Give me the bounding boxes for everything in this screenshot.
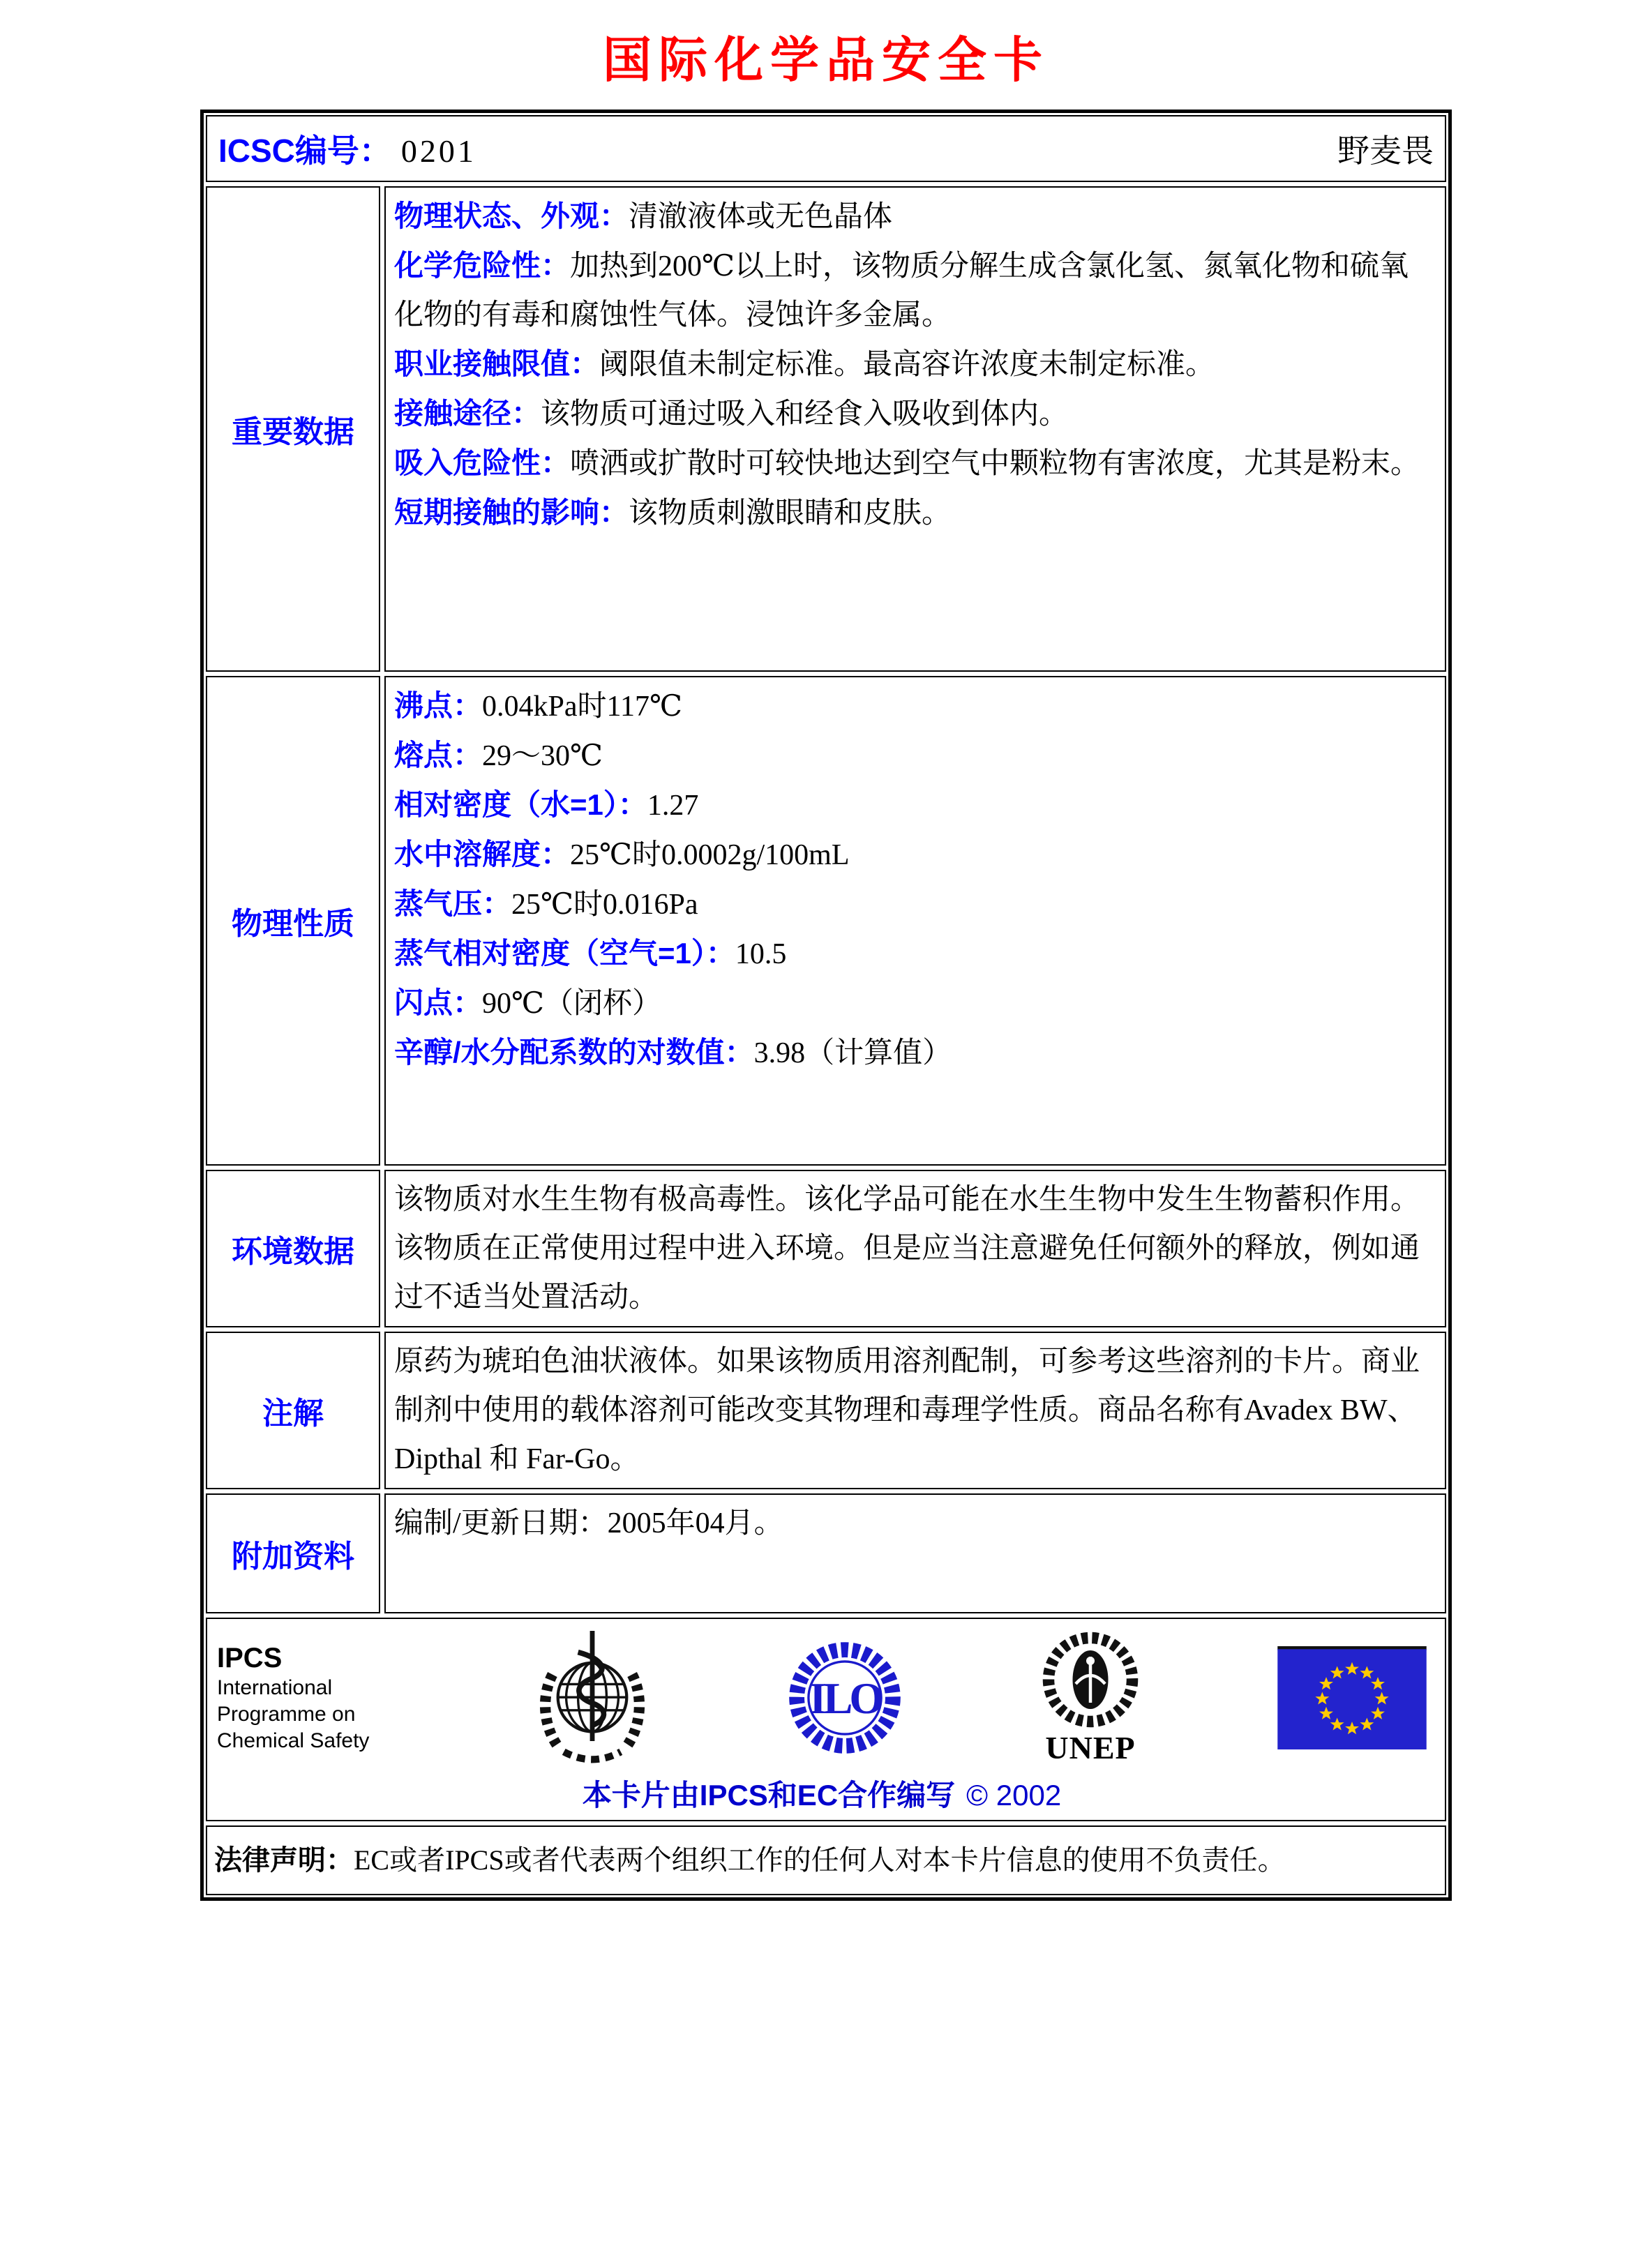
section-content-important	[384, 186, 1446, 672]
svg-text:ILO: ILO	[809, 1673, 880, 1723]
field-inhalation-risk: 吸入危险性：喷洒或扩散时可较快地达到空气中颗粒物有害浓度，尤其是粉末。	[394, 446, 1420, 480]
ipcs-acronym: IPCS	[217, 1643, 283, 1673]
field-flash-point: 闪点：90℃（闭杯）	[394, 986, 661, 1020]
field-short-term-exposure-effects: 短期接触的影响：该物质刺激眼睛和皮肤。	[394, 496, 952, 529]
field-exposure-routes: 接触途径：该物质可通过吸入和经食入吸收到体内。	[394, 397, 1069, 430]
credit-line	[217, 1772, 1427, 1814]
logos-row	[206, 1618, 1446, 1821]
ilo-logo-icon	[786, 1639, 903, 1756]
field-physical-state-appearance: 物理状态、外观：清澈液体或无色晶体	[394, 199, 893, 233]
field-chemical-hazard: 化学危险性：加热到200℃以上时，该物质分解生成含氯化氢、氮氧化物和硫氧化物的有毒和腐蚀性气体。浸蚀许多金属。	[394, 249, 1409, 331]
credit-text: 本卡片由IPCS和EC合作编写	[582, 1779, 956, 1812]
field-relative-density: 相对密度（水=1）：1.27	[394, 788, 699, 822]
additional-text: 编制/更新日期：2005年04月。	[394, 1507, 783, 1539]
section-row-notes	[206, 1332, 1446, 1489]
who-logo-icon	[533, 1626, 652, 1770]
header-cell	[206, 115, 1446, 182]
eu-flag-icon	[1277, 1646, 1427, 1749]
header-row	[206, 115, 1446, 182]
copyright-text: © 2002	[966, 1779, 1062, 1812]
field-vapor-relative-density: 蒸气相对密度（空气=1）：10.5	[394, 937, 787, 970]
chemical-name: 野麦畏	[1337, 133, 1434, 169]
legal-cell	[206, 1825, 1446, 1895]
section-content-additional	[384, 1493, 1446, 1613]
field-vapor-pressure: 蒸气压：25℃时0.016Pa	[394, 887, 698, 921]
ipcs-text-block	[217, 1641, 398, 1754]
icsc-card-table	[200, 110, 1452, 1901]
section-label-environment: 环境数据	[206, 1170, 380, 1327]
legal-text: EC或者IPCS或者代表两个组织工作的任何人对本卡片信息的使用不负责任。	[354, 1844, 1286, 1876]
ipcs-line-1: International	[217, 1676, 333, 1699]
section-content-physical	[384, 676, 1446, 1166]
field-occupational-exposure-limits: 职业接触限值：阈限值未制定标准。最高容许浓度未制定标准。	[394, 347, 1215, 381]
section-content-environment	[384, 1170, 1446, 1327]
section-row-physical	[206, 676, 1446, 1166]
section-label-important: 重要数据	[206, 186, 380, 672]
field-boiling-point: 沸点：0.04kPa时117℃	[394, 689, 682, 723]
logos-cell	[206, 1618, 1446, 1821]
ipcs-line-3: Chemical Safety	[217, 1729, 370, 1752]
legal-label: 法律声明：	[214, 1845, 354, 1876]
icsc-number-value: 0201	[400, 133, 476, 169]
field-octanol-water-partition: 辛醇/水分配系数的对数值：3.98（计算值）	[394, 1036, 952, 1069]
icsc-number-label: ICSC编号：	[218, 133, 391, 169]
icsc-number	[218, 126, 476, 172]
field-water-solubility: 水中溶解度：25℃时0.0002g/100mL	[394, 838, 850, 871]
section-content-notes	[384, 1332, 1446, 1489]
section-row-important	[206, 186, 1446, 672]
page-title: 国际化学品安全卡	[603, 33, 1049, 87]
legal-row	[206, 1825, 1446, 1895]
logos-strip	[217, 1626, 1427, 1770]
unep-caption: UNEP	[1045, 1730, 1136, 1765]
section-label-notes: 注解	[206, 1332, 380, 1489]
unep-logo-icon	[1038, 1632, 1143, 1764]
environment-text: 该物质对水生生物有极高毒性。该化学品可能在水生生物中发生生物蓄积作用。该物质在正常使用过程中进入环境。但是应当注意避免任何额外的释放，例如通过不适当处置活动。	[394, 1184, 1420, 1313]
section-row-additional	[206, 1493, 1446, 1613]
ipcs-line-2: Programme on	[217, 1703, 356, 1726]
section-label-additional: 附加资料	[206, 1493, 380, 1613]
section-label-physical: 物理性质	[206, 676, 380, 1166]
notes-text: 原药为琥珀色油状液体。如果该物质用溶剂配制，可参考这些溶剂的卡片。商业制剂中使用的载体溶剂可能改变其物理和毒理学性质。商品名称有Avadex BW、 Dipthal 和 Far-Go。	[394, 1346, 1420, 1475]
field-melting-point: 熔点：29～30℃	[394, 739, 603, 772]
legal-statement	[214, 1841, 1286, 1880]
section-row-environment	[206, 1170, 1446, 1327]
